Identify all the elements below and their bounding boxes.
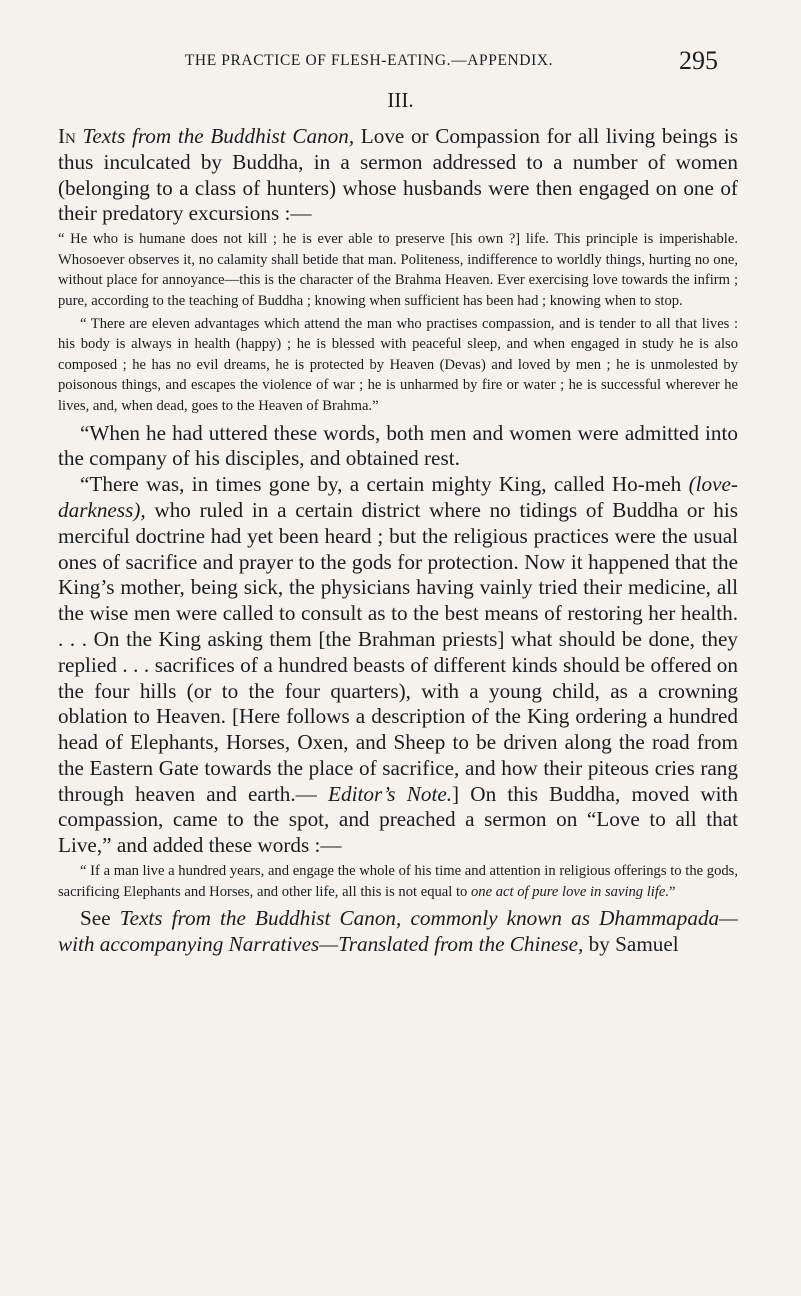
closing-see: See <box>80 906 111 931</box>
intro-text: Love or Compassion for all living beings is thus inculcated by Buddha, in a sermon addressed to a number of women (belonging to a class of hunters) whose husbands were then engaged on one of their predatory excursions :— <box>58 124 738 226</box>
para2-italic: (love-darkness), <box>58 472 738 522</box>
quote-paragraph-3 <box>58 861 738 902</box>
body-paragraph-1: “When he had uttered these words, both men and women were admitted into the company of his disciples, and obtained rest. <box>58 420 738 471</box>
quote3-text-a: “ If a man live a hundred years, and engage the whole of his time and attention in religious offerings to the gods, sacrificing Elephants and Horses, and other life, all this is not equal to <box>58 863 738 900</box>
page-number: 295 <box>679 46 718 75</box>
para2-text-a: “There was, in times gone by, a certain mighty King, called Ho-meh <box>80 472 682 497</box>
quote-paragraph-2: “ There are eleven advantages which attend the man who practises compassion, and is tender to all that lives : his body is always in health (happy) ; he is blessed with peaceful sleep, and when engaged in study he is also composed ; he has no evil dreams, he is protected by Heaven (Devas) and loved by men ; he is unmolested by poisonous things, and escapes the violence of war ; he is unharmed by fire or water ; he is successful wherever he lives, and, when dead, goes to the Heaven of Brahma.” <box>58 315 738 414</box>
para2-text-b: who ruled in a certain district where no tidings of Buddha or his merciful doctrine had yet been heard ; but the religious practices were the usual ones of sacrifice and prayer to the gods for protection. Now it happened that the King’s mother, being sick, the physicians having vainly tried their medicine, all the wise men were called to consult as to the best means of restoring her health. . . . On the King asking them [the Brahman priests] what should be done, they replied . . . sacrifices of a hundred beasts of different kinds should be offered on the four hills (or to the four quarters), with a young child, as a crowning oblation to Heaven. [Here follows a description of the King ordering a hundred head of Elephants, Horses, Oxen, and Sheep to be driven along the road from the Eastern Gate towards the place of sacrifice, and how their piteous cries rang through heaven and earth.— <box>58 497 738 806</box>
section-number: III. <box>387 88 414 112</box>
source-title: Texts from the Buddhist Canon, <box>75 124 355 148</box>
editor-note: Editor’s Note. <box>328 781 453 806</box>
quote-paragraph-1: “ He who is humane does not kill ; he is ever able to preserve [his own ?] life. This principle is imperishable. Whosoever observes it, no calamity shall betide that man. Politeness, indifference to worldly things, hurting no one, without place for annoyance—this is the character of the Brahma Heaven. Ever exercising love towards the infirm ; pure, according to the teaching of Buddha ; knowing when sufficient has been had ; knowing when to stop. <box>58 231 738 309</box>
quote3-italic: one act of pure love in saving life. <box>467 883 670 900</box>
intro-paragraph <box>58 124 738 227</box>
para2-text-c: ] On this Buddha, moved with compassion, came to the spot, and preached a sermon on “Love to all that Live,” and added these words :— <box>58 781 739 858</box>
closing-paragraph <box>58 906 738 958</box>
page-body <box>58 124 738 958</box>
running-header <box>100 46 718 78</box>
closing-source-title: Texts from the Buddhist Canon, commonly known as Dhammapada— with accompanying Narratives—Translated from the Chinese, <box>58 906 738 957</box>
closing-text: by Samuel <box>583 932 679 957</box>
running-title: THE PRACTICE OF FLESH-EATING.—APPENDIX. <box>184 52 554 69</box>
intro-lead-word: In <box>58 124 76 148</box>
quote3-text-b: ” <box>669 883 676 900</box>
body-paragraph-2 <box>58 472 738 859</box>
